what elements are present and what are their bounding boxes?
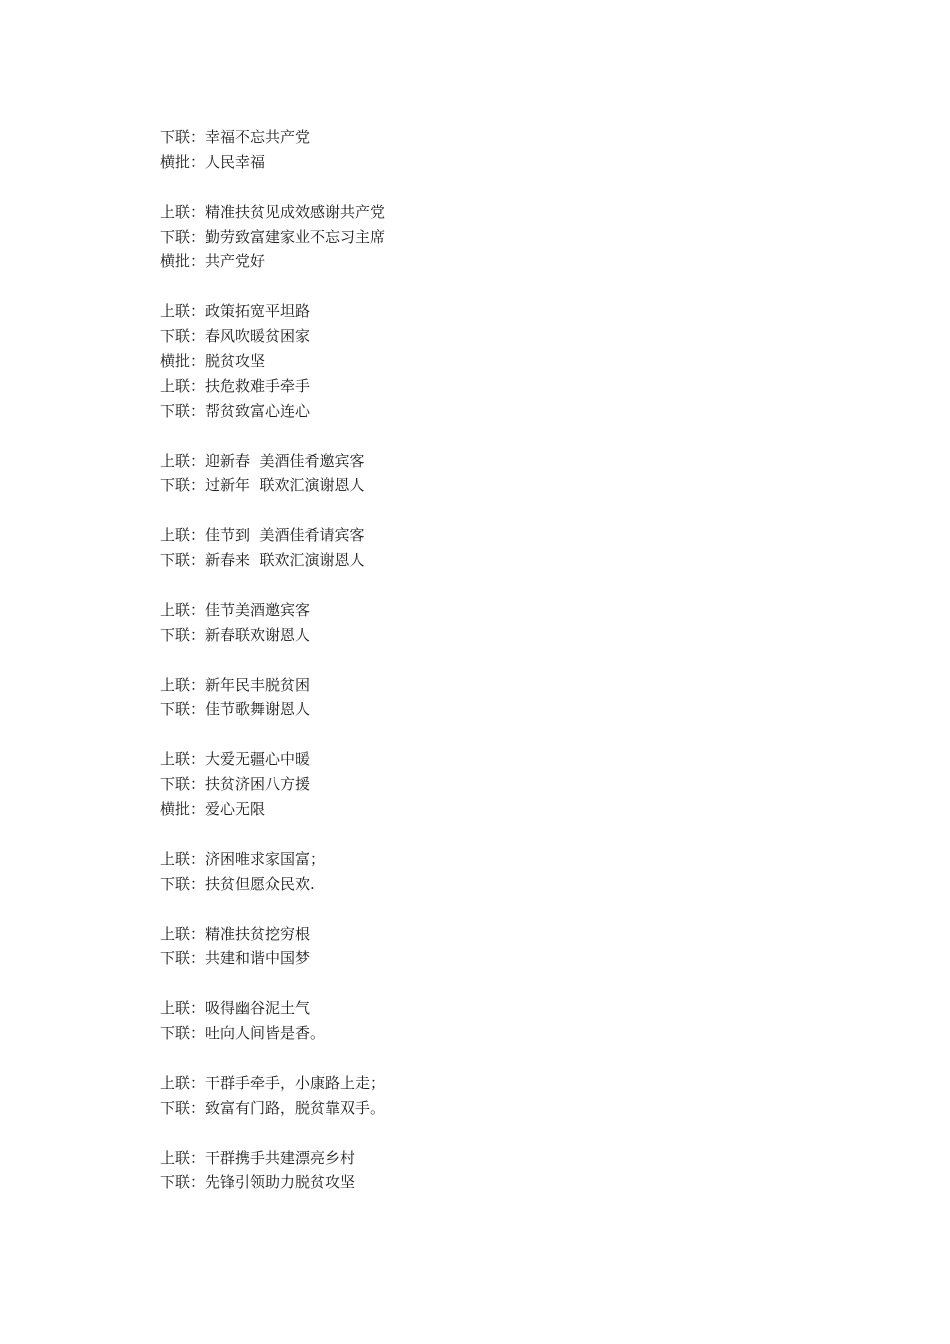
couplet-line: 下联：吐向人间皆是香。 <box>160 1024 326 1043</box>
couplet-group <box>160 200 860 275</box>
group-spacer <box>160 274 860 299</box>
couplet-group <box>160 449 860 499</box>
couplet-line: 横批：脱贫攻坚 <box>160 352 266 371</box>
couplet-group <box>160 598 860 648</box>
group-spacer <box>160 424 860 449</box>
couplet-line: 上联：济困唯求家国富； <box>160 849 326 868</box>
group-spacer <box>160 897 860 922</box>
couplet-line: 下联：勤劳致富建家业不忘习主席 <box>160 227 386 246</box>
couplet-line: 下联：幸福不忘共产党 <box>160 128 311 146</box>
group-spacer <box>160 498 860 523</box>
couplet-list <box>160 125 860 1195</box>
couplet-line: 上联：扶危救难手牵手 <box>160 376 311 395</box>
couplet-line: 下联：帮贫致富心连心 <box>160 401 311 420</box>
couplet-line: 上联：精准扶贫见成效感谢共产党 <box>160 202 386 221</box>
couplet-line: 下联：新春联欢谢恩人 <box>160 625 311 644</box>
couplet-group <box>160 847 860 897</box>
couplet-line: 横批：爱心无限 <box>160 800 266 819</box>
couplet-line: 下联：佳节歌舞谢恩人 <box>160 700 311 719</box>
group-spacer <box>160 1121 860 1146</box>
couplet-line: 上联：吸得幽谷泥土气 <box>160 999 311 1018</box>
couplet-line: 上联：佳节到 美酒佳肴请宾客 <box>160 526 365 545</box>
couplet-line: 下联：春风吹暖贫困家 <box>160 327 311 346</box>
couplet-line: 下联：扶贫但愿众民欢. <box>160 874 315 893</box>
group-spacer <box>160 722 860 747</box>
couplet-line: 上联：政策拓宽平坦路 <box>160 302 311 321</box>
group-spacer <box>160 822 860 847</box>
couplet-group <box>160 747 860 822</box>
couplet-line: 上联：干群手牵手，小康路上走； <box>160 1073 386 1092</box>
group-spacer <box>160 1046 860 1071</box>
group-spacer <box>160 971 860 996</box>
couplet-line: 下联：新春来 联欢汇演谢恩人 <box>160 551 365 570</box>
couplet-line: 上联：精准扶贫挖穷根 <box>160 924 311 943</box>
couplet-line: 横批：共产党好 <box>160 252 266 271</box>
couplet-line: 上联：迎新春 美酒佳肴邀宾客 <box>160 451 365 470</box>
couplet-line: 上联：干群携手共建漂亮乡村 <box>160 1148 356 1167</box>
couplet-line: 下联：共建和谐中国梦 <box>160 949 311 968</box>
couplet-group <box>160 1146 860 1196</box>
couplet-group <box>160 523 860 573</box>
couplet-group <box>160 1071 860 1121</box>
couplet-group <box>160 922 860 972</box>
couplet-line: 上联：新年民丰脱贫困 <box>160 675 311 694</box>
couplet-group <box>160 996 860 1046</box>
couplet-line: 下联：扶贫济困八方援 <box>160 775 311 794</box>
group-spacer <box>160 648 860 673</box>
couplet-line: 下联：致富有门路，脱贫靠双手。 <box>160 1098 386 1117</box>
couplet-group <box>160 673 860 723</box>
couplet-line: 下联：先锋引领助力脱贫攻坚 <box>160 1173 356 1192</box>
couplet-line: 上联：佳节美酒邀宾客 <box>160 600 311 619</box>
couplet-group <box>160 299 860 423</box>
group-spacer <box>160 573 860 598</box>
couplet-group <box>160 125 860 175</box>
couplet-line: 上联：大爱无疆心中暖 <box>160 750 311 769</box>
couplet-line: 下联：过新年 联欢汇演谢恩人 <box>160 476 365 495</box>
couplet-line: 横批：人民幸福 <box>160 152 266 171</box>
group-spacer <box>160 175 860 200</box>
